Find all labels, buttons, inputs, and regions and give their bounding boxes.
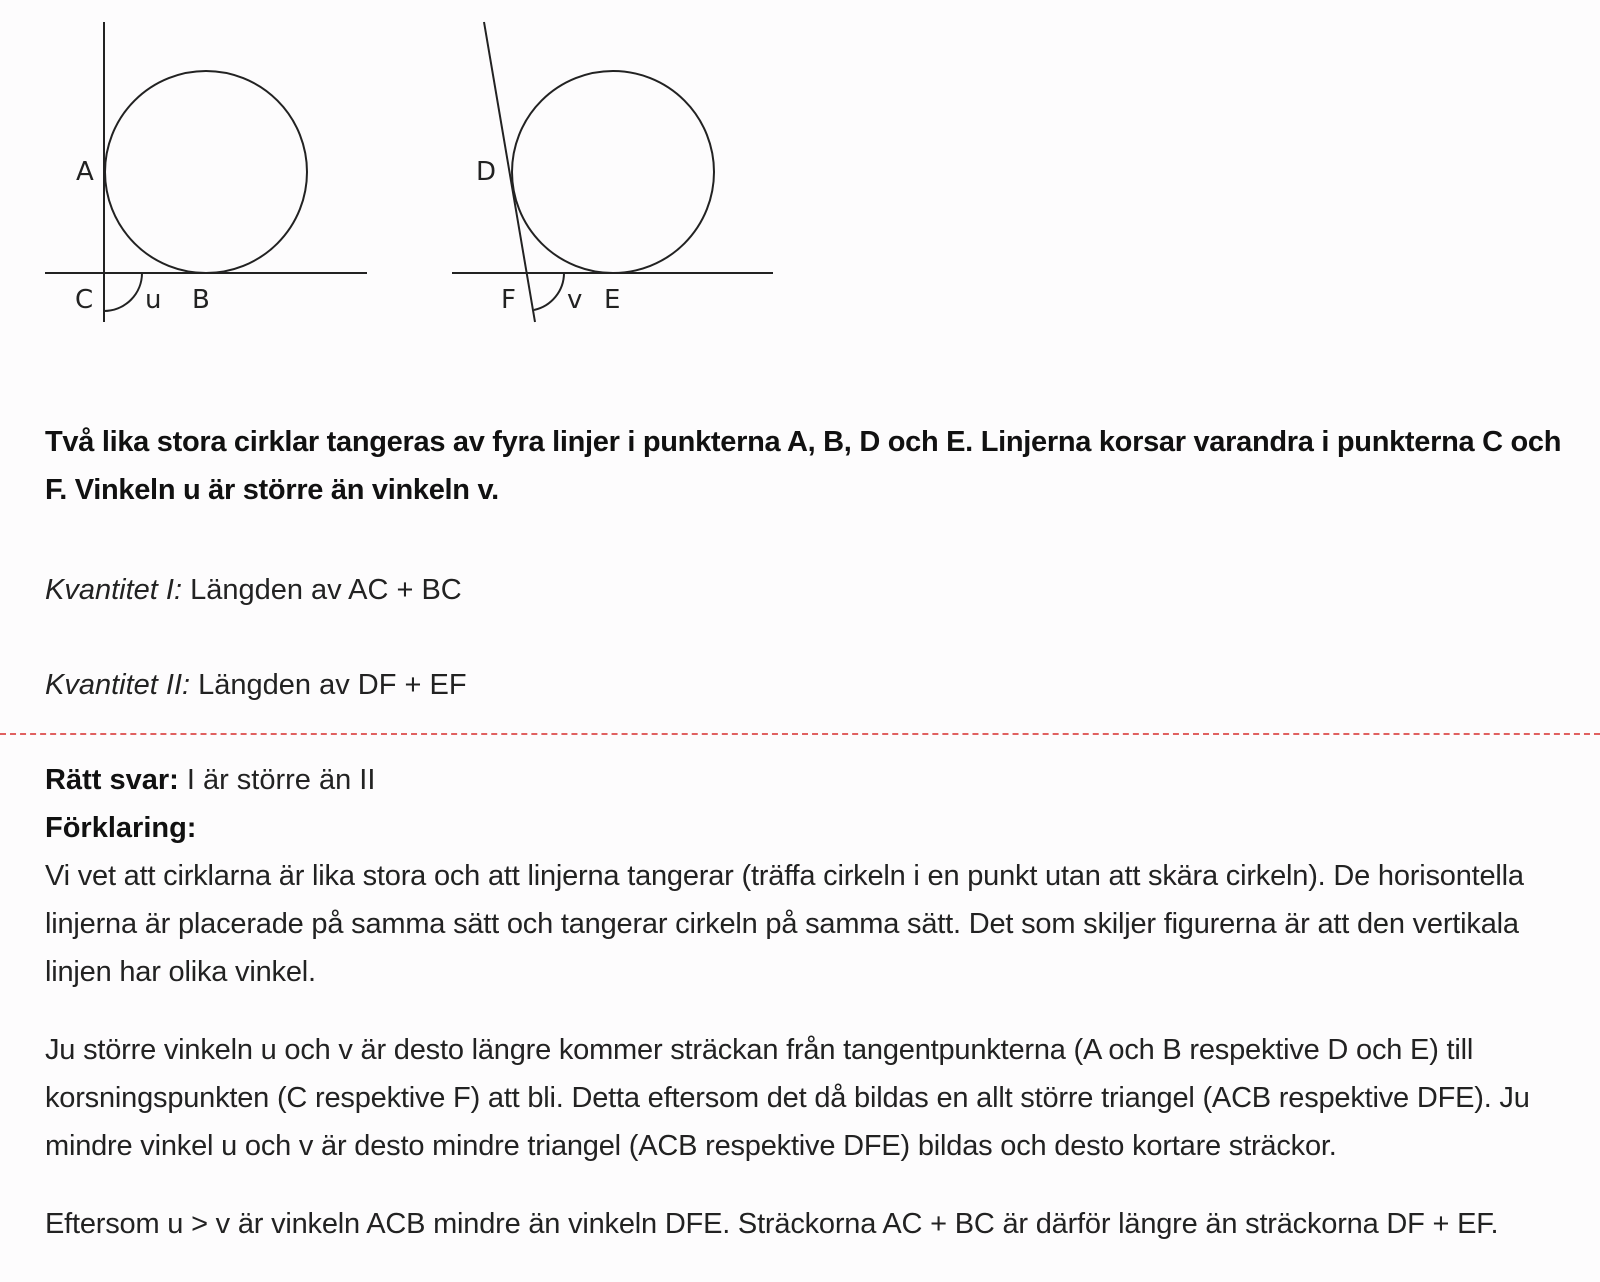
quantity-2-text: Längden av DF + EF — [190, 669, 467, 701]
label-u: u — [145, 285, 162, 315]
explanation-label: Förklaring: — [45, 812, 197, 844]
label-E: E — [604, 285, 621, 315]
label-v: v — [567, 285, 583, 315]
right-circle — [512, 71, 714, 273]
answer-label: Rätt svar: — [45, 764, 179, 796]
label-C: C — [75, 285, 94, 315]
label-B: B — [192, 285, 210, 315]
question-text: Två lika stora cirklar tangeras av fyra linjer i punkterna A, B, D och E. Linjerna korsar varandra i punkterna C och F. Vinkeln u är större än vinkeln v. — [45, 426, 1562, 506]
explanation-paragraph-2: Ju större vinkeln u och v är desto längre kommer sträckan från tangentpunkterna (A och B respektive D och E) till korsningspunkten (C respektive F) att bli. Detta eftersom det då bildas en allt större triangel (ACB respektive DFE). Ju mindre vinkel u och v är desto mindre triangel (ACB respektive DFE) bildas och desto kortare sträckor. — [45, 1034, 1530, 1162]
answer-divider — [0, 733, 1600, 735]
quantity-1 — [45, 566, 462, 614]
right-angle-arc-v — [534, 273, 564, 310]
left-circle — [105, 71, 307, 273]
explanation-paragraph-3: Eftersom u > v är vinkeln ACB mindre än vinkeln DFE. Sträckorna AC + BC är därför längre än sträckorna DF + EF. — [45, 1208, 1499, 1240]
answer-value: I är större än II — [178, 764, 376, 796]
quantity-2-label: Kvantitet II: — [45, 669, 191, 701]
answer-section — [45, 756, 1575, 1248]
label-F: F — [501, 285, 516, 315]
quantity-2 — [45, 661, 467, 709]
explanation-paragraph-1: Vi vet att cirklarna är lika stora och att linjerna tangerar (träffa cirkeln i en punkt utan att skära cirkeln). De horisontella linjerna är placerade på samma sätt och tangerar cirkeln på samma sätt. Det som skiljer figurerna är att den vertikala linjen har olika vinkel. — [45, 860, 1524, 988]
left-angle-arc-u — [104, 273, 142, 311]
quantity-1-label: Kvantitet I: — [45, 574, 183, 606]
right-figure — [452, 22, 773, 322]
answer-line — [45, 756, 1575, 804]
label-A: A — [76, 157, 94, 187]
quantity-1-text: Längden av AC + BC — [182, 574, 462, 606]
geometry-figure — [0, 0, 800, 340]
label-D: D — [476, 157, 497, 187]
